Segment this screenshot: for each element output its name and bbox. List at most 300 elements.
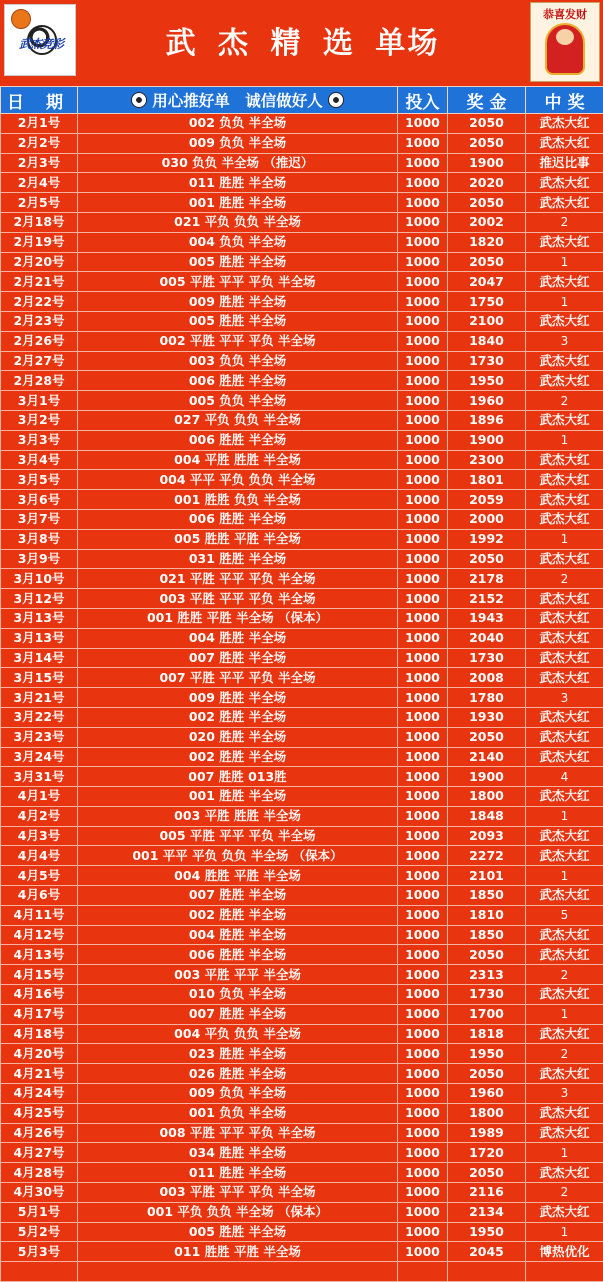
row-result: 1	[526, 1222, 603, 1242]
row-payout: 2272	[448, 846, 526, 866]
row-result: 武杰大红	[526, 193, 603, 213]
row-stake: 1000	[398, 707, 448, 727]
page-title	[90, 18, 515, 62]
row-result: 武杰大红	[526, 727, 603, 747]
row-payout: 2178	[448, 569, 526, 589]
row-date: 4月21号	[1, 1064, 78, 1084]
row-date: 4月17号	[1, 1004, 78, 1024]
row-pick: 001 负负 半全场	[78, 1103, 398, 1123]
row-result: 2	[526, 1044, 603, 1064]
table-row	[1, 1044, 603, 1064]
row-stake: 1000	[398, 232, 448, 252]
row-date: 2月27号	[1, 351, 78, 371]
row-result: 2	[526, 212, 603, 232]
table-row	[1, 707, 603, 727]
row-stake: 1000	[398, 589, 448, 609]
row-stake: 1000	[398, 688, 448, 708]
row-date: 4月11号	[1, 905, 78, 925]
row-stake: 1000	[398, 1103, 448, 1123]
table-row	[1, 806, 603, 826]
row-stake: 1000	[398, 1242, 448, 1262]
row-pick: 003 平胜 平平 平负 半全场	[78, 1183, 398, 1203]
row-stake: 1000	[398, 727, 448, 747]
row-stake: 1000	[398, 767, 448, 787]
row-date: 3月22号	[1, 707, 78, 727]
row-pick: 003 平胜 胜胜 半全场	[78, 806, 398, 826]
row-pick: 009 负负 半全场	[78, 1084, 398, 1104]
row-pick: 005 平胜 平平 平负 半全场	[78, 826, 398, 846]
row-date: 3月23号	[1, 727, 78, 747]
row-date: 4月5号	[1, 866, 78, 886]
row-pick: 023 胜胜 半全场	[78, 1044, 398, 1064]
table-row	[1, 1222, 603, 1242]
row-date: 4月16号	[1, 985, 78, 1005]
table-row	[1, 886, 603, 906]
row-payout: 1848	[448, 806, 526, 826]
row-result: 1	[526, 292, 603, 312]
row-payout: 1818	[448, 1024, 526, 1044]
row-pick: 011 胜胜 平胜 半全场	[78, 1242, 398, 1262]
row-pick: 005 平胜 平平 平负 半全场	[78, 272, 398, 292]
table-row	[1, 1242, 603, 1262]
row-date: 3月4号	[1, 450, 78, 470]
row-payout: 1943	[448, 608, 526, 628]
table-row	[1, 925, 603, 945]
row-payout	[448, 1262, 526, 1282]
row-result: 武杰大红	[526, 925, 603, 945]
soccer-ball-icon	[328, 92, 344, 108]
row-date: 4月6号	[1, 886, 78, 906]
row-stake: 1000	[398, 153, 448, 173]
basketball-icon	[11, 9, 31, 29]
row-result	[526, 1262, 603, 1282]
row-stake: 1000	[398, 470, 448, 490]
fortune-god-image	[530, 2, 600, 82]
row-stake: 1000	[398, 193, 448, 213]
table-row	[1, 1143, 603, 1163]
table-row	[1, 292, 603, 312]
row-date: 3月5号	[1, 470, 78, 490]
row-result: 5	[526, 905, 603, 925]
row-payout: 1960	[448, 391, 526, 411]
row-result: 武杰大红	[526, 628, 603, 648]
row-pick: 007 胜胜 半全场	[78, 886, 398, 906]
table-row	[1, 648, 603, 668]
row-pick: 021 平负 负负 半全场	[78, 212, 398, 232]
row-result: 武杰大红	[526, 173, 603, 193]
row-payout: 1720	[448, 1143, 526, 1163]
row-result: 武杰大红	[526, 272, 603, 292]
row-date: 2月18号	[1, 212, 78, 232]
row-date: 4月18号	[1, 1024, 78, 1044]
row-stake: 1000	[398, 886, 448, 906]
fortune-face-icon	[556, 29, 574, 45]
row-date: 3月31号	[1, 767, 78, 787]
table-row	[1, 272, 603, 292]
row-payout: 2002	[448, 212, 526, 232]
row-pick: 009 胜胜 半全场	[78, 292, 398, 312]
row-result: 武杰大红	[526, 945, 603, 965]
row-date: 3月15号	[1, 668, 78, 688]
row-pick: 005 胜胜 平胜 半全场	[78, 529, 398, 549]
table-row	[1, 331, 603, 351]
table-row	[1, 787, 603, 807]
row-result: 1	[526, 1143, 603, 1163]
row-pick: 006 胜胜 半全场	[78, 430, 398, 450]
row-payout: 1730	[448, 985, 526, 1005]
row-date: 4月26号	[1, 1123, 78, 1143]
table-row	[1, 688, 603, 708]
row-date: 4月20号	[1, 1044, 78, 1064]
row-pick: 003 平胜 平平 平负 半全场	[78, 589, 398, 609]
row-stake: 1000	[398, 1024, 448, 1044]
row-pick: 009 胜胜 半全场	[78, 688, 398, 708]
row-pick	[78, 1262, 398, 1282]
row-pick: 031 胜胜 半全场	[78, 549, 398, 569]
table-row	[1, 351, 603, 371]
row-pick: 007 胜胜 013胜	[78, 767, 398, 787]
header-stake: 投入	[398, 87, 448, 114]
row-pick: 006 胜胜 半全场	[78, 371, 398, 391]
table-row	[1, 450, 603, 470]
row-pick: 004 胜胜 平胜 半全场	[78, 866, 398, 886]
row-result: 2	[526, 391, 603, 411]
row-date: 3月24号	[1, 747, 78, 767]
row-result: 武杰大红	[526, 648, 603, 668]
row-result: 推迟比事	[526, 153, 603, 173]
row-result: 武杰大红	[526, 133, 603, 153]
row-pick: 006 胜胜 半全场	[78, 509, 398, 529]
row-pick: 007 胜胜 半全场	[78, 1004, 398, 1024]
row-result: 武杰大红	[526, 787, 603, 807]
row-result: 武杰大红	[526, 1024, 603, 1044]
row-date: 5月2号	[1, 1222, 78, 1242]
brand-logo	[4, 4, 76, 76]
row-date: 3月2号	[1, 410, 78, 430]
table-row	[1, 826, 603, 846]
row-stake: 1000	[398, 430, 448, 450]
row-stake: 1000	[398, 608, 448, 628]
row-pick: 010 负负 半全场	[78, 985, 398, 1005]
table-row	[1, 846, 603, 866]
row-pick: 004 平负 负负 半全场	[78, 1024, 398, 1044]
row-payout: 2040	[448, 628, 526, 648]
row-result: 2	[526, 1183, 603, 1203]
table-row	[1, 945, 603, 965]
row-result: 武杰大红	[526, 668, 603, 688]
header-date: 日 期	[1, 87, 78, 114]
row-result: 1	[526, 430, 603, 450]
row-pick: 005 负负 半全场	[78, 391, 398, 411]
row-stake: 1000	[398, 351, 448, 371]
table-row	[1, 1004, 603, 1024]
row-result: 1	[526, 529, 603, 549]
row-date	[1, 1262, 78, 1282]
row-pick: 008 平胜 平平 平负 半全场	[78, 1123, 398, 1143]
row-result: 武杰大红	[526, 351, 603, 371]
row-pick: 026 胜胜 半全场	[78, 1064, 398, 1084]
row-stake: 1000	[398, 391, 448, 411]
row-result: 1	[526, 866, 603, 886]
row-date: 3月1号	[1, 391, 78, 411]
row-result: 武杰大红	[526, 1202, 603, 1222]
row-date: 2月26号	[1, 331, 78, 351]
row-pick: 030 负负 半全场 （推迟）	[78, 153, 398, 173]
row-pick: 005 胜胜 半全场	[78, 311, 398, 331]
row-date: 3月6号	[1, 490, 78, 510]
row-date: 2月21号	[1, 272, 78, 292]
table-row	[1, 589, 603, 609]
row-date: 3月21号	[1, 688, 78, 708]
row-stake: 1000	[398, 806, 448, 826]
row-date: 3月7号	[1, 509, 78, 529]
results-table	[0, 86, 603, 1282]
row-payout: 1840	[448, 331, 526, 351]
header-payout: 奖 金	[448, 87, 526, 114]
row-payout: 1820	[448, 232, 526, 252]
row-payout: 1900	[448, 767, 526, 787]
row-payout: 2300	[448, 450, 526, 470]
table-header-row	[1, 87, 603, 114]
table-row	[1, 1084, 603, 1104]
row-result: 2	[526, 569, 603, 589]
row-pick: 020 胜胜 半全场	[78, 727, 398, 747]
row-pick: 002 胜胜 半全场	[78, 905, 398, 925]
row-date: 4月1号	[1, 787, 78, 807]
row-stake: 1000	[398, 945, 448, 965]
table-row	[1, 509, 603, 529]
row-payout: 2050	[448, 252, 526, 272]
table-row	[1, 371, 603, 391]
table-row	[1, 212, 603, 232]
row-pick: 007 平胜 平平 平负 半全场	[78, 668, 398, 688]
row-date: 2月20号	[1, 252, 78, 272]
row-payout: 2050	[448, 945, 526, 965]
row-payout: 1950	[448, 1222, 526, 1242]
row-result: 3	[526, 688, 603, 708]
fortune-text: 恭喜发财	[531, 6, 599, 22]
row-result: 1	[526, 252, 603, 272]
row-result: 武杰大红	[526, 470, 603, 490]
row-stake: 1000	[398, 985, 448, 1005]
soccer-ball-icon	[131, 92, 147, 108]
row-stake: 1000	[398, 272, 448, 292]
row-payout: 2101	[448, 866, 526, 886]
title-emphasis: 单场	[375, 26, 439, 61]
table-row	[1, 252, 603, 272]
row-result: 3	[526, 1084, 603, 1104]
row-payout: 1900	[448, 153, 526, 173]
row-result: 武杰大红	[526, 1103, 603, 1123]
row-stake: 1000	[398, 371, 448, 391]
table-row	[1, 985, 603, 1005]
row-stake: 1000	[398, 133, 448, 153]
row-payout: 2008	[448, 668, 526, 688]
table-row	[1, 747, 603, 767]
row-payout: 2100	[448, 311, 526, 331]
row-stake: 1000	[398, 292, 448, 312]
row-pick: 002 胜胜 半全场	[78, 747, 398, 767]
table-row	[1, 232, 603, 252]
row-result: 1	[526, 806, 603, 826]
table-row	[1, 133, 603, 153]
row-date: 4月4号	[1, 846, 78, 866]
row-payout: 2313	[448, 965, 526, 985]
table-row	[1, 727, 603, 747]
row-date: 4月24号	[1, 1084, 78, 1104]
row-pick: 002 负负 半全场	[78, 114, 398, 134]
table-row	[1, 1024, 603, 1044]
table-row	[1, 1123, 603, 1143]
row-stake: 1000	[398, 905, 448, 925]
table-row	[1, 391, 603, 411]
row-date: 2月5号	[1, 193, 78, 213]
table-row	[1, 1202, 603, 1222]
row-date: 4月30号	[1, 1183, 78, 1203]
row-date: 4月13号	[1, 945, 78, 965]
row-stake: 1000	[398, 114, 448, 134]
row-pick: 003 负负 半全场	[78, 351, 398, 371]
row-date: 4月12号	[1, 925, 78, 945]
table-row	[1, 1064, 603, 1084]
table-row	[1, 608, 603, 628]
row-date: 4月25号	[1, 1103, 78, 1123]
row-result: 武杰大红	[526, 1064, 603, 1084]
row-date: 3月14号	[1, 648, 78, 668]
row-result: 武杰大红	[526, 450, 603, 470]
row-result: 武杰大红	[526, 114, 603, 134]
row-result: 武杰大红	[526, 371, 603, 391]
table-row	[1, 153, 603, 173]
row-pick: 004 胜胜 半全场	[78, 925, 398, 945]
row-stake: 1000	[398, 410, 448, 430]
row-date: 4月15号	[1, 965, 78, 985]
table-row	[1, 965, 603, 985]
row-date: 2月4号	[1, 173, 78, 193]
row-pick: 004 平平 平负 负负 半全场	[78, 470, 398, 490]
row-date: 3月13号	[1, 628, 78, 648]
row-payout: 2050	[448, 1163, 526, 1183]
row-pick: 027 平负 负负 半全场	[78, 410, 398, 430]
row-pick: 001 平负 负负 半全场 （保本）	[78, 1202, 398, 1222]
row-stake: 1000	[398, 866, 448, 886]
table-row	[1, 1163, 603, 1183]
row-payout: 1730	[448, 351, 526, 371]
row-stake: 1000	[398, 311, 448, 331]
row-result: 武杰大红	[526, 985, 603, 1005]
row-date: 5月1号	[1, 1202, 78, 1222]
row-stake: 1000	[398, 450, 448, 470]
row-stake: 1000	[398, 747, 448, 767]
row-stake: 1000	[398, 1084, 448, 1104]
row-payout: 2050	[448, 114, 526, 134]
table-row	[1, 668, 603, 688]
row-payout: 2134	[448, 1202, 526, 1222]
row-date: 2月2号	[1, 133, 78, 153]
row-pick: 009 负负 半全场	[78, 133, 398, 153]
row-result: 武杰大红	[526, 410, 603, 430]
row-pick: 004 负负 半全场	[78, 232, 398, 252]
table-row	[1, 529, 603, 549]
row-date: 4月3号	[1, 826, 78, 846]
table-row	[1, 430, 603, 450]
table-row	[1, 114, 603, 134]
row-payout: 2140	[448, 747, 526, 767]
row-stake: 1000	[398, 1163, 448, 1183]
row-stake: 1000	[398, 846, 448, 866]
row-result: 武杰大红	[526, 707, 603, 727]
row-result: 武杰大红	[526, 509, 603, 529]
row-payout: 1850	[448, 886, 526, 906]
table-row	[1, 549, 603, 569]
row-stake: 1000	[398, 1202, 448, 1222]
row-pick: 007 胜胜 半全场	[78, 648, 398, 668]
page-header	[0, 0, 603, 86]
row-payout: 1960	[448, 1084, 526, 1104]
row-pick: 011 胜胜 半全场	[78, 1163, 398, 1183]
table-row	[1, 410, 603, 430]
table-row	[1, 173, 603, 193]
row-date: 3月10号	[1, 569, 78, 589]
row-result: 武杰大红	[526, 232, 603, 252]
row-pick: 006 胜胜 半全场	[78, 945, 398, 965]
row-payout: 2059	[448, 490, 526, 510]
row-stake: 1000	[398, 925, 448, 945]
row-payout: 2020	[448, 173, 526, 193]
row-stake: 1000	[398, 628, 448, 648]
row-stake: 1000	[398, 787, 448, 807]
table-row	[1, 193, 603, 213]
row-result: 武杰大红	[526, 589, 603, 609]
row-result: 武杰大红	[526, 747, 603, 767]
row-stake: 1000	[398, 668, 448, 688]
row-payout: 1700	[448, 1004, 526, 1024]
row-payout: 1850	[448, 925, 526, 945]
row-result: 博热优化	[526, 1242, 603, 1262]
row-date: 3月13号	[1, 608, 78, 628]
table-row	[1, 311, 603, 331]
row-stake: 1000	[398, 648, 448, 668]
row-date: 4月28号	[1, 1163, 78, 1183]
table-row	[1, 905, 603, 925]
row-date: 2月3号	[1, 153, 78, 173]
table-row	[1, 470, 603, 490]
row-payout: 2045	[448, 1242, 526, 1262]
table-body	[1, 114, 603, 1282]
row-payout: 2152	[448, 589, 526, 609]
table-row	[1, 767, 603, 787]
row-stake: 1000	[398, 826, 448, 846]
row-payout: 2050	[448, 549, 526, 569]
row-result: 武杰大红	[526, 1163, 603, 1183]
row-result: 4	[526, 767, 603, 787]
table-row	[1, 1183, 603, 1203]
row-pick: 011 胜胜 半全场	[78, 173, 398, 193]
row-stake: 1000	[398, 212, 448, 232]
row-stake: 1000	[398, 1183, 448, 1203]
row-result: 武杰大红	[526, 490, 603, 510]
row-payout: 1900	[448, 430, 526, 450]
row-pick: 005 胜胜 半全场	[78, 1222, 398, 1242]
row-result: 武杰大红	[526, 886, 603, 906]
row-date: 2月19号	[1, 232, 78, 252]
row-payout: 1930	[448, 707, 526, 727]
row-date: 3月12号	[1, 589, 78, 609]
row-payout: 1989	[448, 1123, 526, 1143]
row-date: 4月27号	[1, 1143, 78, 1163]
row-payout: 1800	[448, 787, 526, 807]
row-stake: 1000	[398, 569, 448, 589]
